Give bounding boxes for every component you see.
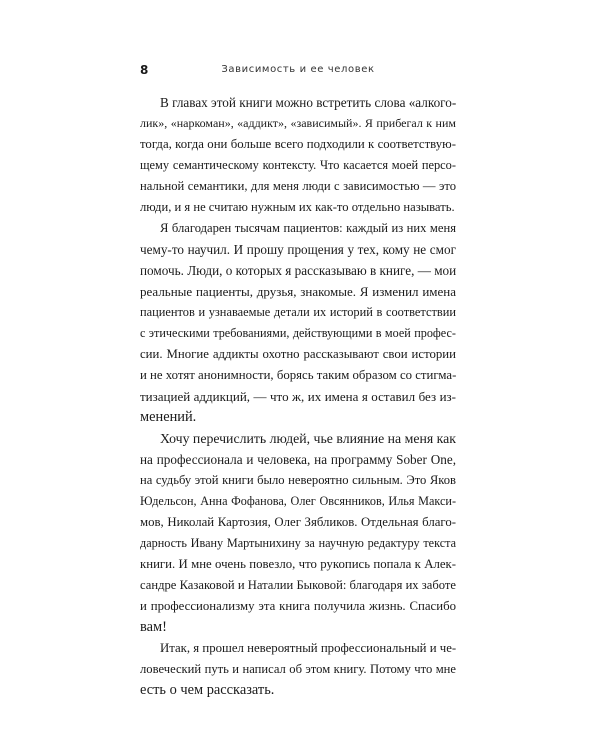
- text-line: есть о чем рассказать.: [140, 682, 275, 698]
- text-line: и профессионализму эта книга получила жизнь. Спасибо: [140, 599, 456, 613]
- text-line: и не хотят анонимности, борясь таким образом со стигма-: [140, 368, 457, 382]
- text-line: дарность Ивану Мартынихину за научную редактуру текста: [140, 536, 456, 550]
- text-line: на профессионала и человека, на программу Sober One,: [140, 452, 456, 467]
- text-line: книги. И мне очень повезло, что рукопись попала к Алек-: [140, 557, 456, 571]
- text-line: сии. Многие аддикты охотно рассказывают свои истории: [140, 347, 456, 361]
- page-number: 8: [140, 63, 149, 77]
- text-line: лик», «наркоман», «аддикт», «зависимый». Я прибегал к ним: [140, 116, 456, 130]
- text-line: Я благодарен тысячам пациентов: каждый из них меня: [160, 221, 456, 235]
- text-line: тогда, когда они больше всего подходили к соответствую-: [140, 137, 456, 151]
- text-line: Хочу перечислить людей, чье влияние на меня как: [160, 431, 456, 446]
- text-line: В главах этой книги можно встретить слова «алкого-: [160, 95, 457, 110]
- text-line: с этическими требованиями, действующими в моей профес-: [140, 326, 456, 340]
- text-line: менений.: [140, 409, 197, 425]
- paragraph: [140, 638, 456, 701]
- text-line: чему-то научил. И прошу прощения у тех, кому не смог: [140, 242, 456, 257]
- text-line: Юдельсон, Анна Фофанова, Олег Овсянников, Илья Макси-: [140, 494, 456, 508]
- page-header: [140, 62, 456, 78]
- text-line: тизацией аддикций, — что ж, их имена я оставил без из-: [140, 389, 456, 404]
- text-line: вам!: [140, 619, 167, 635]
- body-text: [140, 92, 456, 701]
- running-title: Зависимость и ее человек: [221, 64, 375, 75]
- text-line: ловеческий путь и написал об этом книгу. Потому что мне: [140, 662, 456, 676]
- text-line: мов, Николай Картозия, Олег Зябликов. Отдельная благо-: [140, 515, 456, 529]
- paragraph: [140, 428, 456, 638]
- paragraph: [140, 218, 456, 428]
- text-line: сандре Казаковой и Наталии Быковой: благодаря их заботе: [140, 578, 456, 592]
- text-line: нальной семантики, для меня люди с зависимостью — это: [140, 179, 456, 193]
- text-line: Итак, я прошел невероятный профессиональный и че-: [160, 641, 457, 655]
- paragraph: [140, 92, 456, 218]
- text-line: люди, и я не считаю нужным их как-то отдельно называть.: [140, 200, 455, 214]
- text-line: пациентов и узнаваемые детали их историй в соответствии: [140, 305, 456, 319]
- text-line: реальные пациенты, друзья, знакомые. Я изменил имена: [140, 284, 456, 299]
- text-line: помочь. Люди, о которых я рассказываю в книге, — мои: [140, 263, 457, 278]
- text-line: щему семантическому контексту. Что касается моей персо-: [140, 158, 456, 172]
- text-line: на судьбу этой книги было невероятно сильным. Это Яков: [140, 473, 456, 487]
